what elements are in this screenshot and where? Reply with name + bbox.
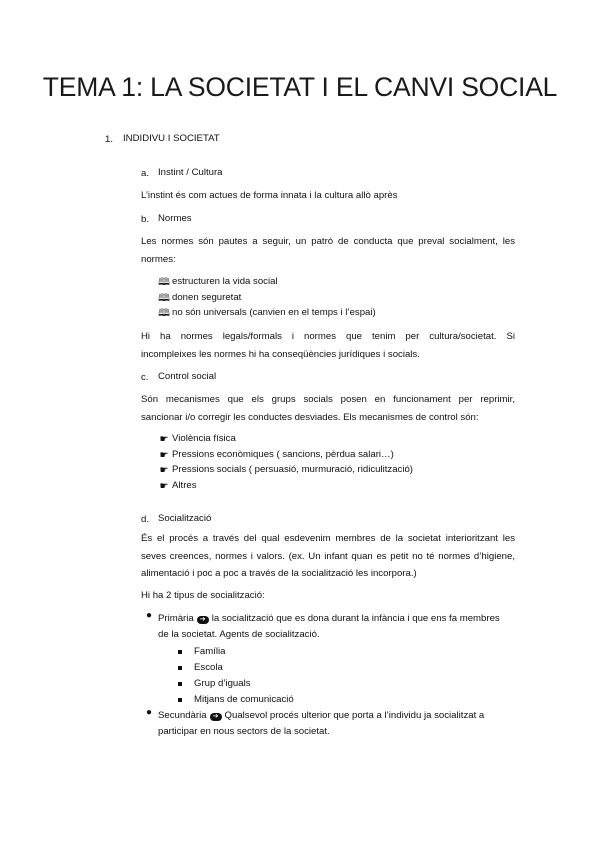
agent-item: Grup d’iguals [194, 678, 251, 689]
square-bullet-icon [178, 650, 182, 654]
subsection-a-number: a. [141, 168, 150, 179]
hand-pointer-icon: ☛ [159, 434, 169, 445]
text-line: És el procés a través del qual esdevenim membres de la societat interioritzant les [141, 533, 515, 544]
secondary-label: Secundària [158, 710, 207, 721]
text-line: normes: [141, 253, 176, 265]
square-bullet-icon [178, 682, 182, 686]
book-icon: 🕮 [158, 308, 170, 319]
section-heading: INDIDIVU I SOCIETAT [123, 133, 220, 144]
square-bullet-icon [178, 698, 182, 702]
bullet-icon: ● [146, 610, 153, 621]
secondary-text: Qualsevol procés ulterior que porta a l’individu ja socialitzat a [224, 710, 485, 721]
page-title: TEMA 1: LA SOCIETAT I EL CANVI SOCIAL [42, 72, 558, 102]
secondary-socialization [158, 709, 484, 723]
list-item: 🕮 donen seguretat [158, 292, 242, 304]
section-number: 1. [105, 134, 114, 145]
primary-label: Primària [158, 613, 194, 624]
square-bullet-icon [178, 666, 182, 670]
subsection-d-number: d. [141, 514, 150, 525]
arrow-right-icon: ➔ [197, 616, 209, 624]
book-icon: 🕮 [158, 293, 170, 304]
list-item: ☛ Altres [159, 480, 197, 492]
text-line: Les normes són pautes a seguir, un patró de conducta que preval socialment, les [141, 236, 515, 247]
agent-item: Família [194, 646, 226, 657]
text-line: seves creences, normes i valors. (ex. Un infant quan es petit no té normes d’higiene, [141, 550, 515, 562]
text-line: Hi ha normes legals/formals i normes que tenim per cultura/societat. Si [141, 331, 515, 342]
types-intro: Hi ha 2 tipus de socialització: [141, 590, 265, 601]
hand-pointer-icon: ☛ [159, 465, 169, 476]
hand-pointer-icon: ☛ [159, 450, 169, 461]
list-item: 🕮 estructuren la vida social [158, 276, 278, 288]
list-item: ☛ Pressions econòmiques ( sancions, pèrdua salari…) [159, 449, 394, 461]
bullet-icon: ● [146, 707, 153, 718]
book-icon: 🕮 [158, 277, 170, 288]
primary-socialization [158, 612, 500, 626]
subsection-d-heading: Socialització [158, 513, 212, 524]
subsection-b-number: b. [141, 214, 150, 225]
text-line: sancionar i/o corregir les conductes desviades. Els mecanismes de control són: [141, 411, 479, 423]
list-item: ☛ Violència física [159, 433, 236, 445]
subsection-b-text [141, 233, 515, 268]
agent-item: Mitjans de comunicació [194, 694, 294, 705]
subsection-c-text [141, 391, 515, 426]
agent-item: Escola [194, 662, 223, 673]
subsection-b-heading: Normes [158, 213, 192, 224]
subsection-a-text: L’instint és com actues de forma innata i la cultura allò après [141, 190, 398, 201]
primary-text: la socialització que es dona durant la infància i que ens fa membres [211, 613, 500, 624]
text-line: incompleixes les normes hi ha conseqüències jurídiques i socials. [141, 348, 420, 360]
hand-pointer-icon: ☛ [159, 481, 169, 492]
subsection-c-heading: Control social [158, 371, 217, 382]
subsection-b-after-text [141, 328, 515, 363]
subsection-d-text [141, 530, 515, 583]
text-line: Són mecanismes que els grups socials posen en funcionament per reprimir, [141, 394, 515, 405]
text-line: alimentació i poc a poc a través de la socialització les incorpora.) [141, 568, 417, 579]
arrow-right-icon: ➔ [210, 713, 222, 721]
secondary-text-continued: participar en nous sectors de la societat. [158, 726, 330, 737]
subsection-a-heading: Instint / Cultura [158, 167, 223, 178]
subsection-c-number: c. [141, 372, 149, 383]
list-item: 🕮 no són universals (canvien en el temps i l’espai) [158, 307, 376, 319]
list-item: ☛ Pressions socials ( persuasió, murmuració, ridiculització) [159, 464, 413, 476]
primary-text-continued: de la societat. Agents de socialització. [158, 629, 320, 640]
